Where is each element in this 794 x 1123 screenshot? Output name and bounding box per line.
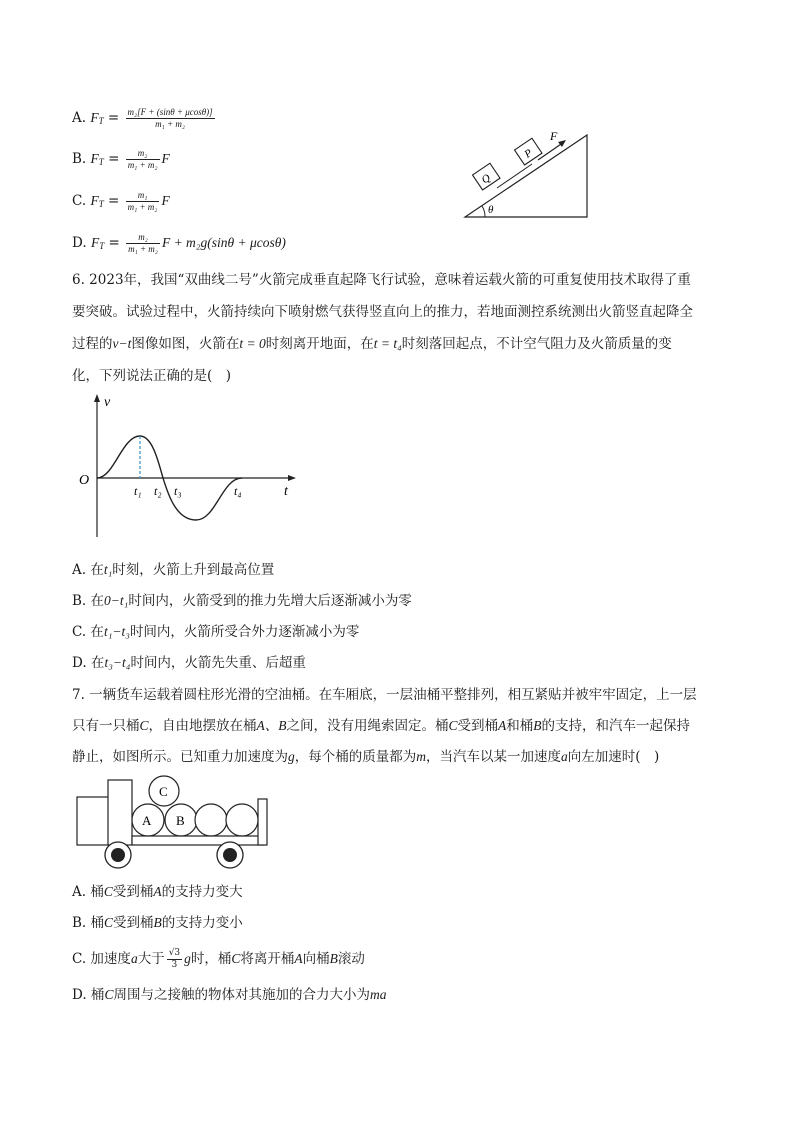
y-axis-arrow (94, 394, 100, 402)
q6-option-d[interactable]: D. 在t₃−t₄时间内，火箭先失重、后超重 (72, 655, 306, 671)
block-p-label: P (522, 147, 535, 161)
q7-option-a[interactable]: A. 桶C受到桶A的支持力变大 (72, 884, 243, 900)
q6-stem-line-2: 要突破。试验过程中，火箭持续向下喷射燃气获得竖直向上的推力，若地面测控系统测出火箭竖直起降全 (72, 304, 693, 320)
truck-figure (72, 775, 272, 870)
q6-stem-line-1: 6. 2023年，我国“双曲线二号”火箭完成垂直起降飞行试验，意味着运载火箭的可重复使用技术取得了重 (72, 272, 691, 288)
t-label: t (284, 484, 288, 499)
fraction: $\frac{\text{m₂}}{\text{m₁ + m₂}}$ (128, 232, 158, 254)
lhs: $F_T$ (90, 193, 104, 209)
fraction: $\frac{\text{m₂[F + (sinθ + μcosθ)]}}{\text{m₁ + m₂}}$ (127, 107, 213, 129)
barrel-b-label: B (176, 813, 185, 828)
barrel-4 (226, 804, 258, 836)
q7-stem-line-2: 只有一只桶C，自由地摆放在桶A、B之间，没有用绳索固定。桶C受到桶A和桶B的支持，和汽车一起保持 (72, 718, 691, 734)
force-arrow (538, 142, 564, 160)
q6-option-a[interactable]: A. 在t₁时刻，火箭上升到最高位置 (72, 562, 275, 578)
fraction: $\frac{\text{m₁}}{\text{m₁ + m₂}}$ (127, 190, 158, 212)
q7-stem-line-3: 静止，如图所示。已知重力加速度为g，每个桶的质量都为m，当汽车以某一加速度a向左加速时( ) (72, 749, 660, 765)
lhs: $F_T$ (90, 110, 104, 126)
q6-stem-line-3: 过程的v−t图像如图，火箭在t = 0时刻离开地面，在t = t₄时刻落回起点，不计空气阻力及火箭质量的变 (72, 336, 672, 352)
barrel-a-label: A (142, 813, 152, 828)
v-label: v (104, 395, 111, 410)
t3-tick: t₃ (174, 484, 182, 498)
t1-tick: t₁ (134, 484, 142, 498)
barrel-3 (195, 804, 227, 836)
q5-option-c[interactable]: C. $F_T$ = $\frac{\text{m₁}}{\text{m₁ + m₂}}$ F (72, 190, 170, 212)
angle-label: θ (488, 204, 494, 216)
q7-option-b[interactable]: B. 桶C受到桶B的支持力变小 (72, 915, 243, 931)
truck-cab-front (108, 780, 132, 845)
q7-option-c[interactable]: C. 加速度a大于 $\frac{√3}{3}$ g时，桶C将离开桶A向桶B滚动 (72, 948, 365, 970)
fraction: $\frac{\text{m₂}}{\text{m₁ + m₂}}$ (127, 148, 158, 170)
block-q-label: Q (479, 171, 493, 187)
q6-stem-line-4: 化，下列说法正确的是( ) (72, 368, 232, 384)
q5-option-a[interactable]: A. $F_T$ = $\frac{\text{m₂[F + (sinθ + μcosθ)]}}{\text{m₁ + m₂}}$ (72, 107, 213, 129)
incline-figure (460, 125, 595, 223)
angle-arc (482, 206, 485, 217)
q5-option-b[interactable]: B. $F_T$ = $\frac{\text{m₂}}{\text{m₁ + m₂}}$ F (72, 148, 170, 170)
front-wheel-hub (111, 848, 125, 862)
truck-bed (132, 836, 264, 845)
force-label: F (550, 129, 558, 143)
rear-wheel-hub (223, 848, 237, 862)
t4-tick: t₄ (234, 484, 242, 498)
q6-option-b[interactable]: B. 在0−t₁时间内，火箭受到的推力先增大后逐渐减小为零 (72, 593, 412, 609)
origin-label: O (79, 473, 90, 488)
sqrt3-over-3: $\frac{√3}{3}$ (168, 948, 181, 970)
q6-option-c[interactable]: C. 在t₁−t₃时间内，火箭所受合外力逐渐减小为零 (72, 624, 360, 640)
lhs: $F_T$ (90, 235, 105, 251)
q7-option-d[interactable]: D. 桶C周围与之接触的物体对其施加的合力大小为ma (72, 987, 387, 1003)
x-axis-arrow (288, 475, 296, 481)
barrel-c-label: C (159, 784, 168, 799)
q7-stem-line-1: 7. 一辆货车运载着圆柱形光滑的空油桶。在车厢底，一层油桶平整排列，相互紧贴并被牢牢固定，上一层 (72, 687, 697, 703)
truck-tailgate (258, 799, 267, 845)
vt-graph (72, 392, 302, 542)
q5-option-d[interactable]: D. $F_T$ = $\frac{\text{m₂}}{\text{m₁ + m₂}}$ F + m₂g(sinθ + μcosθ) (72, 232, 286, 254)
t2-tick: t₂ (154, 484, 162, 498)
lhs: $F_T$ (90, 151, 104, 167)
